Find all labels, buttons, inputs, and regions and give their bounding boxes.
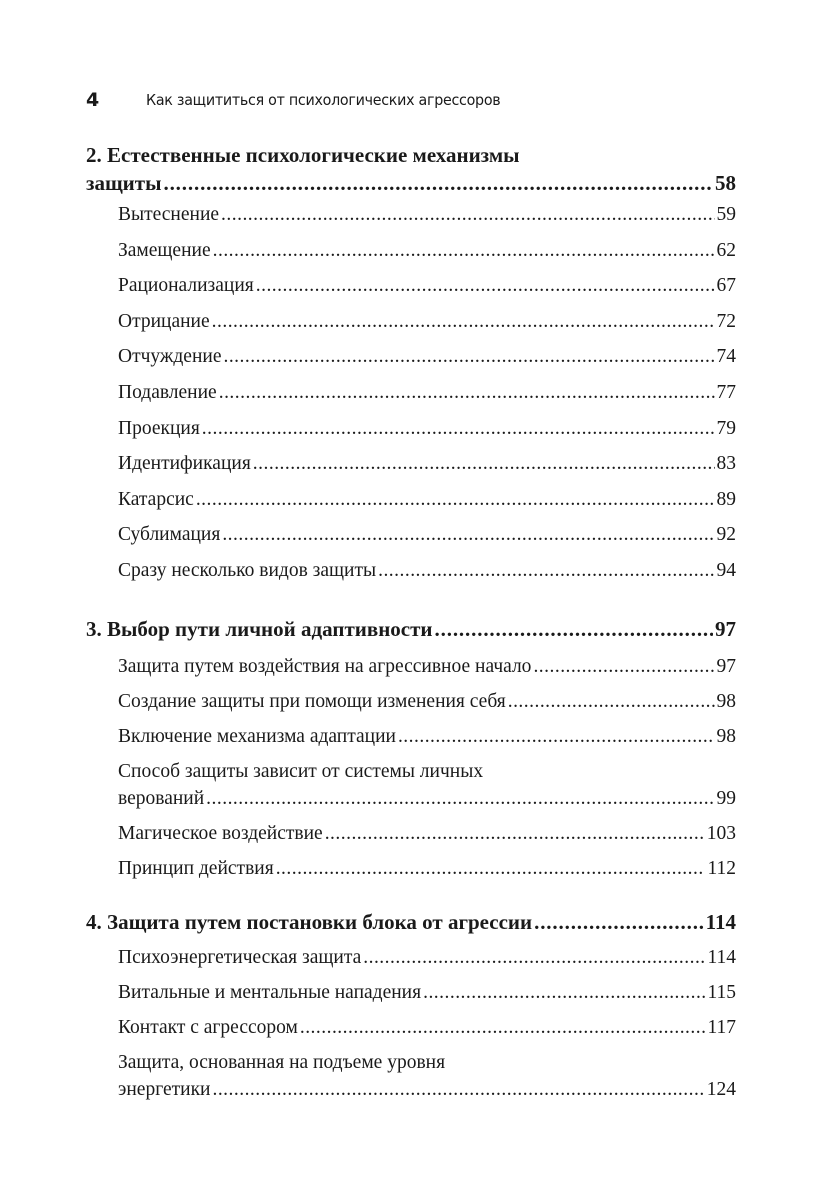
chapter-heading: [86, 908, 736, 936]
toc-entry-row-title: Проекция: [118, 417, 200, 439]
toc-entry-row-page-number: 72: [716, 310, 736, 332]
dot-leader: [508, 684, 715, 719]
toc-entry-row-page-number: 114: [707, 946, 736, 968]
toc-entry: [118, 446, 736, 482]
toc-entry-row-page-number: 94: [716, 559, 736, 581]
table-of-contents: [86, 141, 736, 1107]
toc-entry: [118, 197, 736, 233]
toc-entry-row-title: Отрицание: [118, 310, 210, 332]
running-title: Как защититься от психологических агрессоров: [146, 91, 501, 109]
toc-entry-row-page-number: 115: [707, 981, 736, 1003]
toc-entry: [118, 816, 736, 851]
toc-entry-row-title: Подавление: [118, 381, 217, 403]
dot-leader: [202, 411, 715, 447]
section-list: [86, 940, 736, 1107]
dot-leader: [196, 482, 715, 518]
toc-entry-row-title: Психоэнергетическая защита: [118, 946, 362, 968]
toc-entry-row-title: Идентификация: [118, 453, 251, 475]
toc-entry-row-page-number: 59: [716, 204, 736, 225]
chapter-heading: [86, 615, 736, 643]
toc-entry-row: [118, 1010, 736, 1045]
chapter-entry-page-number: 97: [715, 616, 736, 641]
chapter-entry-title: 3. Выбор пути личной адаптивности: [86, 616, 433, 641]
toc-entry-row-title: Принцип действия: [118, 857, 274, 879]
dot-leader: [276, 851, 706, 886]
toc-entry-title-line: Способ защиты зависит от системы личных: [118, 760, 484, 782]
toc-entry: [118, 268, 736, 304]
chapter-entry: [86, 169, 736, 197]
dot-leader: [534, 908, 704, 936]
chapter-entry: [86, 908, 736, 936]
chapter-entry-page-number: 114: [705, 909, 736, 934]
toc-entry-row-page-number: 79: [716, 417, 736, 439]
toc-entry-row: [118, 975, 736, 1010]
section-list: [86, 649, 736, 886]
toc-entry-row-page-number: 112: [707, 857, 736, 879]
toc-entry-row-page-number: 77: [716, 381, 736, 403]
dot-leader: [222, 517, 714, 553]
toc-entry-row: [118, 1076, 736, 1103]
toc-chapter: [86, 908, 736, 1107]
chapter-entry: [86, 615, 736, 643]
toc-entry-row: [118, 851, 736, 886]
toc-entry: [118, 940, 736, 975]
toc-entry-title-line: Защита, основанная на подъеме уровня: [118, 1051, 446, 1073]
toc-entry: [118, 411, 736, 447]
section-list: [86, 197, 736, 589]
toc-entry-row: [118, 940, 736, 975]
toc-entry-row-page-number: 98: [716, 690, 736, 712]
toc-entry-row-title: Контакт с агрессором: [118, 1016, 298, 1038]
toc-entry-row-title: Создание защиты при помощи изменения себя: [118, 690, 506, 712]
dot-leader: [533, 649, 714, 684]
toc-entry-row: [118, 649, 736, 684]
toc-entry: [118, 233, 736, 269]
toc-entry: [118, 851, 736, 886]
toc-entry-row: [118, 684, 736, 719]
toc-entry: [118, 482, 736, 518]
toc-entry-row: [118, 517, 736, 553]
toc-entry-row: [118, 553, 736, 589]
dot-leader: [253, 446, 715, 482]
running-header: [86, 88, 531, 112]
toc-entry: [118, 553, 736, 589]
dot-leader: [325, 816, 705, 851]
chapter-title-line: 2. Естественные психологические механизмы: [86, 143, 520, 167]
toc-entry: [118, 975, 736, 1010]
toc-entry: [118, 375, 736, 411]
toc-entry-row-title: Замещение: [118, 239, 211, 261]
toc-entry-row-title: верований: [118, 787, 205, 809]
dot-leader: [378, 553, 714, 589]
toc-entry-row: [118, 816, 736, 851]
toc-entry: [118, 754, 736, 816]
toc-entry-row-page-number: 103: [706, 822, 736, 844]
toc-entry-row-page-number: 117: [707, 1016, 736, 1038]
toc-entry-row-title: Защита путем воздействия на агрессивное начало: [118, 655, 532, 677]
toc-entry: [118, 684, 736, 719]
toc-entry-row: [118, 233, 736, 269]
dot-leader: [219, 375, 715, 411]
chapter-heading: [86, 141, 736, 197]
toc-entry-row-title: Сублимация: [118, 524, 221, 546]
chapter-entry-page-number: 58: [715, 171, 736, 195]
dot-leader: [221, 197, 714, 233]
dot-leader: [300, 1010, 706, 1045]
toc-entry: [118, 304, 736, 340]
toc-entry-row-title: Катарсис: [118, 488, 194, 510]
toc-chapter: [86, 615, 736, 886]
toc-entry-row: [118, 375, 736, 411]
toc-chapter: [86, 141, 736, 589]
toc-entry-row-page-number: 74: [716, 346, 736, 368]
toc-entry-row: [118, 785, 736, 812]
toc-entry-row-page-number: 99: [716, 787, 736, 809]
toc-entry-row-title: Рационализация: [118, 275, 254, 297]
toc-entry-row-page-number: 124: [706, 1078, 736, 1100]
chapter-entry-title: 4. Защита путем постановки блока от агрессии: [86, 909, 533, 934]
dot-leader: [212, 304, 715, 340]
toc-entry-row: [118, 339, 736, 375]
toc-entry-row-page-number: 89: [716, 488, 736, 510]
toc-entry-row: [118, 446, 736, 482]
toc-entry: [118, 649, 736, 684]
dot-leader: [206, 785, 714, 812]
toc-entry-row-page-number: 97: [716, 655, 736, 677]
chapter-entry-title: защиты: [86, 171, 162, 195]
toc-entry-row-title: Вытеснение: [118, 204, 220, 225]
toc-entry-row: [118, 719, 736, 754]
dot-leader: [163, 169, 713, 197]
dot-leader: [363, 940, 705, 975]
toc-entry-row-title: Включение механизма адаптации: [118, 725, 396, 747]
toc-entry-row: [118, 304, 736, 340]
toc-entry-row: [118, 268, 736, 304]
toc-entry-row-title: энергетики: [118, 1078, 211, 1100]
toc-entry: [118, 1010, 736, 1045]
toc-entry-row-page-number: 67: [716, 275, 736, 297]
toc-entry-row-page-number: 83: [716, 453, 736, 475]
toc-entry-row-page-number: 62: [716, 239, 736, 261]
toc-entry: [118, 1045, 736, 1107]
dot-leader: [213, 233, 715, 269]
dot-leader: [435, 615, 713, 643]
toc-entry-row: [118, 411, 736, 447]
toc-entry-row-page-number: 98: [716, 725, 736, 747]
dot-leader: [212, 1076, 704, 1103]
toc-entry-row-title: Витальные и ментальные нападения: [118, 981, 422, 1003]
dot-leader: [423, 975, 705, 1010]
toc-entry-row-title: Магическое воздействие: [118, 822, 323, 844]
toc-entry-row: [118, 197, 736, 233]
dot-leader: [398, 719, 715, 754]
page-number: 4: [86, 89, 100, 111]
toc-entry: [118, 517, 736, 553]
toc-entry-row-page-number: 92: [716, 524, 736, 546]
toc-entry-row-title: Сразу несколько видов защиты: [118, 559, 377, 581]
toc-entry-row: [118, 482, 736, 518]
toc-entry: [118, 719, 736, 754]
dot-leader: [256, 268, 715, 304]
toc-entry-row-title: Отчуждение: [118, 346, 222, 368]
dot-leader: [223, 339, 714, 375]
toc-entry: [118, 339, 736, 375]
